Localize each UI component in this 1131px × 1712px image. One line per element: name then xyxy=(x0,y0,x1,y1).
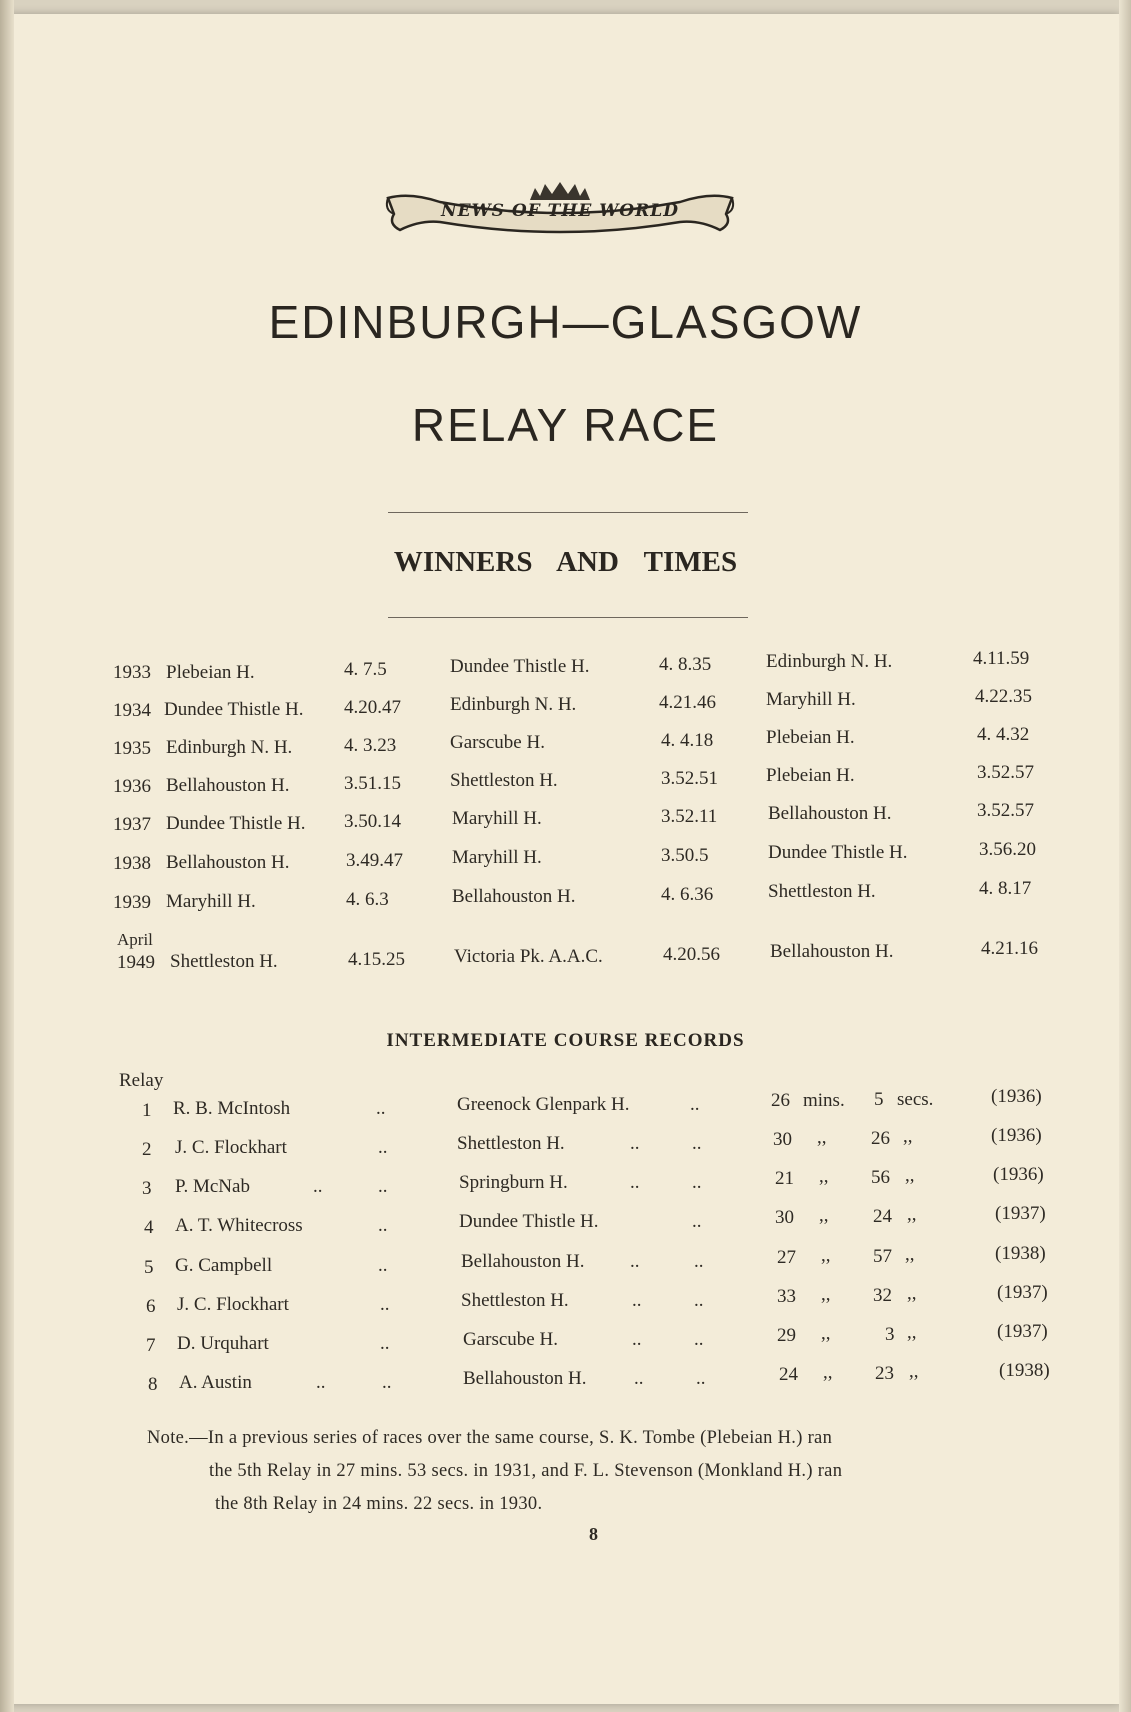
record-club: Bellahouston H. xyxy=(463,1368,587,1389)
winner-second-club: Bellahouston H. xyxy=(452,886,576,907)
record-relay-number: 7 xyxy=(146,1335,156,1356)
winner-third-club: Bellahouston H. xyxy=(770,941,894,962)
winner-second-club: Victoria Pk. A.A.C. xyxy=(454,946,603,967)
winner-first-club: Maryhill H. xyxy=(166,891,256,912)
footnote-line-1: Note.—In a previous series of races over the same course, S. K. Tombe (Plebeian H.) ran xyxy=(147,1428,833,1448)
winner-year: 1937 xyxy=(113,814,151,835)
winner-third-club: Edinburgh N. H. xyxy=(766,651,893,672)
winner-third-club: Plebeian H. xyxy=(766,727,855,748)
record-leader: .. xyxy=(694,1290,704,1311)
record-relay-number: 3 xyxy=(142,1178,152,1199)
record-relay-number: 1 xyxy=(142,1100,152,1121)
record-ditto: ,, xyxy=(907,1322,917,1343)
winner-third-time: 3.56.20 xyxy=(979,839,1036,860)
winner-second-club: Garscube H. xyxy=(450,732,545,753)
record-runner: P. McNab xyxy=(175,1176,250,1197)
footnote-line-2: the 5th Relay in 27 mins. 53 secs. in 1931, and F. L. Stevenson (Monkland H.) ran xyxy=(209,1461,843,1481)
record-runner: J. C. Flockhart xyxy=(175,1137,287,1158)
winner-third-time: 3.52.57 xyxy=(977,762,1034,783)
record-ditto: ,, xyxy=(907,1204,917,1225)
record-leader: .. xyxy=(630,1133,640,1154)
winner-first-time: 4. 3.23 xyxy=(344,735,397,756)
record-ditto: ,, xyxy=(909,1361,919,1382)
winner-first-club: Bellahouston H. xyxy=(166,775,290,796)
winner-first-time: 4. 7.5 xyxy=(344,659,387,680)
record-leader: .. xyxy=(378,1255,388,1276)
right-page-edge xyxy=(1119,0,1131,1712)
winner-second-time: 4.20.56 xyxy=(663,944,720,965)
winner-first-club: Plebeian H. xyxy=(166,662,255,683)
record-year: (1937) xyxy=(995,1203,1046,1224)
record-leader: .. xyxy=(632,1290,642,1311)
record-ditto: ,, xyxy=(903,1126,913,1147)
record-relay-number: 4 xyxy=(144,1217,154,1238)
record-secs: 24 xyxy=(873,1206,892,1227)
record-runner: R. B. McIntosh xyxy=(173,1098,291,1119)
winner-third-club: Bellahouston H. xyxy=(768,803,892,824)
winner-second-time: 4.21.46 xyxy=(659,692,716,713)
record-leader: .. xyxy=(380,1294,390,1315)
winner-month: April xyxy=(117,930,153,949)
record-leader: .. xyxy=(630,1251,640,1272)
record-leader: .. xyxy=(630,1172,640,1193)
winner-second-club: Maryhill H. xyxy=(452,808,542,829)
record-ditto: ,, xyxy=(821,1284,831,1305)
record-leader: .. xyxy=(692,1133,702,1154)
record-leader: .. xyxy=(378,1176,388,1197)
winner-first-time: 4. 6.3 xyxy=(346,889,389,910)
record-relay-number: 6 xyxy=(146,1296,156,1317)
winner-second-club: Maryhill H. xyxy=(452,847,542,868)
winner-third-time: 4.21.16 xyxy=(981,938,1038,959)
record-club: Springburn H. xyxy=(459,1172,568,1193)
record-mins-label: mins. xyxy=(803,1090,845,1111)
binding-edge xyxy=(0,0,14,1712)
record-mins: 24 xyxy=(779,1364,798,1385)
record-secs: 23 xyxy=(875,1363,894,1384)
winner-first-time: 3.50.14 xyxy=(344,811,401,832)
record-relay-number: 5 xyxy=(144,1257,154,1278)
record-ditto: ,, xyxy=(821,1323,831,1344)
record-year: (1936) xyxy=(991,1086,1042,1107)
record-leader: .. xyxy=(634,1368,644,1389)
record-mins: 29 xyxy=(777,1325,796,1346)
record-leader: .. xyxy=(694,1329,704,1350)
record-runner: J. C. Flockhart xyxy=(177,1294,289,1315)
records-heading: INTERMEDIATE COURSE RECORDS xyxy=(386,1030,745,1051)
record-mins: 26 xyxy=(771,1090,790,1111)
page-title-line-2: RELAY RACE xyxy=(411,399,720,451)
masthead-logo xyxy=(380,180,740,240)
winner-first-club: Dundee Thistle H. xyxy=(166,813,306,834)
record-leader: .. xyxy=(692,1172,702,1193)
winner-third-club: Maryhill H. xyxy=(766,689,856,710)
winner-second-club: Shettleston H. xyxy=(450,770,558,791)
page-title-line-1: EDINBURGH—GLASGOW xyxy=(268,296,863,348)
record-leader: .. xyxy=(380,1333,390,1354)
winner-third-time: 3.52.57 xyxy=(977,800,1034,821)
page-number: 8 xyxy=(589,1524,598,1544)
record-club: Shettleston H. xyxy=(457,1133,565,1154)
record-mins: 27 xyxy=(777,1247,796,1268)
relay-column-label: Relay xyxy=(119,1070,164,1091)
record-leader: .. xyxy=(376,1098,386,1119)
record-leader: .. xyxy=(690,1094,700,1115)
winner-third-time: 4.11.59 xyxy=(973,648,1030,669)
winner-first-time: 3.49.47 xyxy=(346,850,403,871)
record-club: Shettleston H. xyxy=(461,1290,569,1311)
divider-bottom xyxy=(388,617,748,618)
record-leader: .. xyxy=(313,1176,323,1197)
masthead-text: NEWS OF THE WORLD xyxy=(441,201,679,221)
winner-second-club: Dundee Thistle H. xyxy=(450,656,590,677)
winner-first-club: Edinburgh N. H. xyxy=(166,737,293,758)
record-secs: 5 xyxy=(874,1089,884,1110)
winner-second-club: Edinburgh N. H. xyxy=(450,694,577,715)
record-ditto: ,, xyxy=(823,1362,833,1383)
record-secs: 56 xyxy=(871,1167,890,1188)
record-runner: A. T. Whitecross xyxy=(175,1215,303,1236)
record-ditto: ,, xyxy=(905,1244,915,1265)
record-year: (1938) xyxy=(995,1243,1046,1264)
winner-year: 1933 xyxy=(113,662,151,683)
record-secs-label: secs. xyxy=(897,1089,934,1110)
winner-year: 1938 xyxy=(113,853,151,874)
winner-second-time: 3.52.51 xyxy=(661,768,718,789)
winner-second-time: 4. 8.35 xyxy=(659,654,712,675)
winner-second-time: 3.50.5 xyxy=(661,845,709,866)
record-ditto: ,, xyxy=(905,1165,915,1186)
record-runner: G. Campbell xyxy=(175,1255,273,1276)
winner-year: 1939 xyxy=(113,892,151,913)
record-secs: 26 xyxy=(871,1128,890,1149)
record-leader: .. xyxy=(378,1137,388,1158)
record-ditto: ,, xyxy=(819,1205,829,1226)
winner-first-club: Shettleston H. xyxy=(170,951,278,972)
winner-first-time: 3.51.15 xyxy=(344,773,401,794)
winner-second-time: 4. 4.18 xyxy=(661,730,714,751)
record-leader: .. xyxy=(692,1211,702,1232)
record-year: (1937) xyxy=(997,1282,1048,1303)
record-secs: 57 xyxy=(873,1246,892,1267)
winner-first-club: Dundee Thistle H. xyxy=(164,699,304,720)
divider-top xyxy=(388,512,748,513)
winner-year: 1936 xyxy=(113,776,151,797)
record-relay-number: 8 xyxy=(148,1374,158,1395)
winner-third-time: 4. 4.32 xyxy=(977,724,1030,745)
record-ditto: ,, xyxy=(817,1127,827,1148)
record-relay-number: 2 xyxy=(142,1139,152,1160)
record-year: (1938) xyxy=(999,1360,1050,1381)
record-ditto: ,, xyxy=(819,1166,829,1187)
winner-second-time: 4. 6.36 xyxy=(661,884,714,905)
winner-third-club: Shettleston H. xyxy=(768,881,876,902)
record-mins: 33 xyxy=(777,1286,796,1307)
record-year: (1936) xyxy=(993,1164,1044,1185)
record-runner: D. Urquhart xyxy=(177,1333,269,1354)
winner-first-club: Bellahouston H. xyxy=(166,852,290,873)
record-mins: 21 xyxy=(775,1168,794,1189)
record-leader: .. xyxy=(316,1372,326,1393)
record-leader: .. xyxy=(378,1215,388,1236)
winner-third-club: Plebeian H. xyxy=(766,765,855,786)
winner-first-time: 4.20.47 xyxy=(344,697,401,718)
winner-second-time: 3.52.11 xyxy=(661,806,718,827)
record-ditto: ,, xyxy=(821,1245,831,1266)
record-leader: .. xyxy=(694,1251,704,1272)
winner-third-time: 4.22.35 xyxy=(975,686,1032,707)
record-runner: A. Austin xyxy=(179,1372,252,1393)
winners-heading: WINNERS AND TIMES xyxy=(393,546,738,578)
winner-year: 1934 xyxy=(113,700,151,721)
record-club: Greenock Glenpark H. xyxy=(457,1094,630,1115)
record-club: Garscube H. xyxy=(463,1329,558,1350)
record-mins: 30 xyxy=(775,1207,794,1228)
record-mins: 30 xyxy=(773,1129,792,1150)
winner-year: 1935 xyxy=(113,738,151,759)
record-leader: .. xyxy=(696,1368,706,1389)
record-year: (1936) xyxy=(991,1125,1042,1146)
record-ditto: ,, xyxy=(907,1283,917,1304)
record-club: Bellahouston H. xyxy=(461,1251,585,1272)
record-leader: .. xyxy=(632,1329,642,1350)
winner-year: 1949 xyxy=(117,952,155,973)
winner-third-time: 4. 8.17 xyxy=(979,878,1032,899)
winner-third-club: Dundee Thistle H. xyxy=(768,842,908,863)
record-leader: .. xyxy=(382,1372,392,1393)
record-year: (1937) xyxy=(997,1321,1048,1342)
winner-first-time: 4.15.25 xyxy=(348,949,405,970)
record-secs: 3 xyxy=(885,1324,895,1345)
record-club: Dundee Thistle H. xyxy=(459,1211,599,1232)
footnote-line-3: the 8th Relay in 24 mins. 22 secs. in 1930. xyxy=(215,1494,543,1514)
record-secs: 32 xyxy=(873,1285,892,1306)
